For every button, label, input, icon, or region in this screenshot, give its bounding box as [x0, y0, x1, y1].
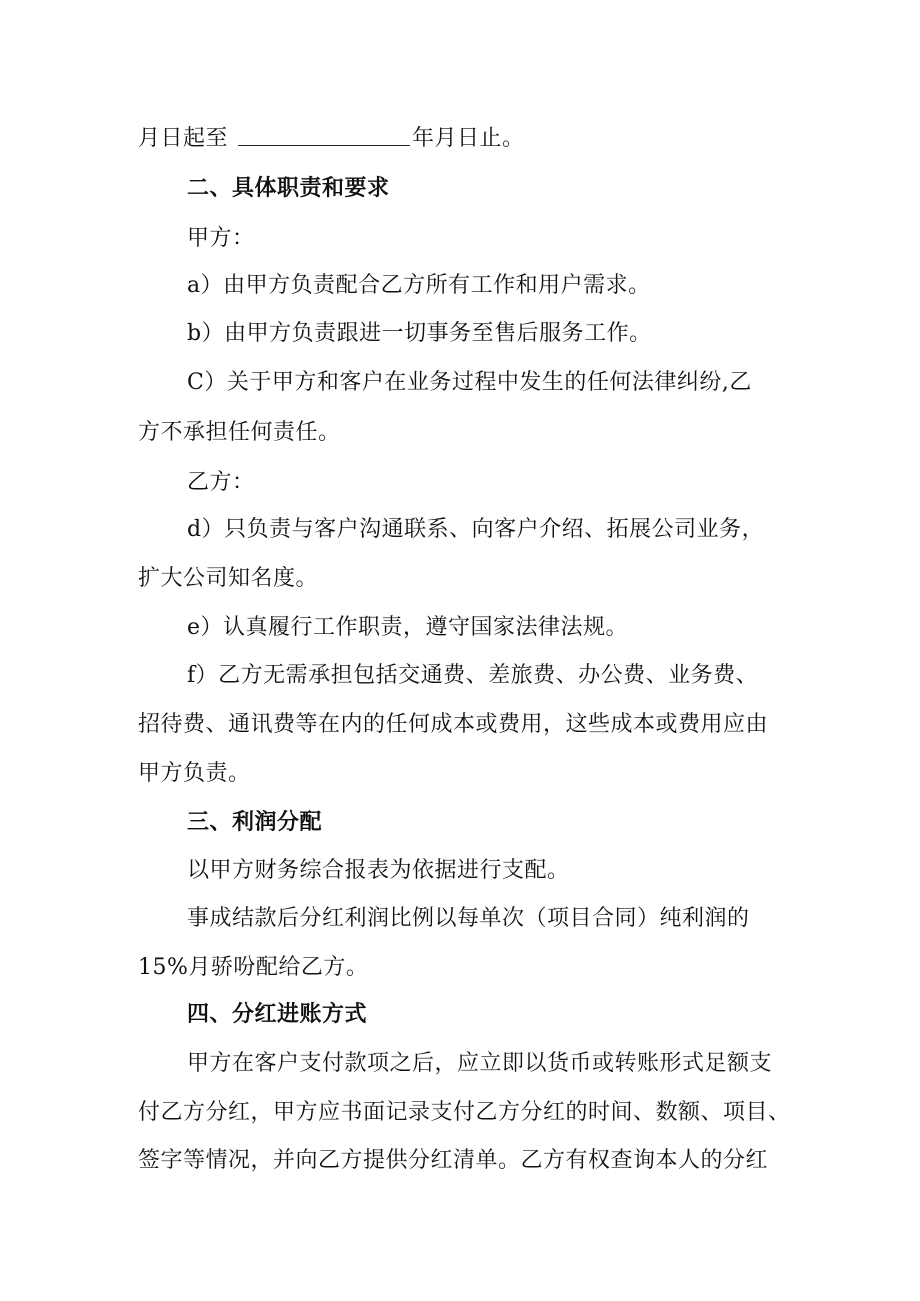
section3-para1: 以甲方财务综合报表为依据进行支配。: [187, 858, 570, 883]
period-line: [138, 124, 798, 154]
period-suffix: 年月日止。: [412, 126, 525, 151]
item-a: a）由甲方负责配合乙方所有工作和用户需求。: [187, 273, 651, 298]
section4-para-line2: 付乙方分红，甲方应书面记录支付乙方分红的时间、数额、项目、: [138, 1100, 791, 1125]
period-prefix: 月日起至: [138, 126, 229, 151]
section4-para-line3: 签字等情况，并向乙方提供分红清单。乙方有权查询本人的分红: [138, 1148, 769, 1173]
item-d-line1: d）只负责与客户沟通联系、向客户介绍、拓展公司业务，: [187, 517, 765, 542]
section2-heading: 二、具体职责和要求: [187, 176, 390, 201]
item-b: b）由甲方负责跟进一切事务至售后服务工作。: [187, 321, 652, 346]
item-c-line2: 方不承担任何责任。: [138, 420, 341, 445]
party-a-label: 甲方：: [187, 226, 255, 251]
item-f-line1: f）乙方无需承担包括交通费、差旅费、办公费、业务费、: [187, 663, 759, 688]
item-e: e）认真履行工作职责，遵守国家法律法规。: [187, 615, 629, 640]
section3-heading: 三、利润分配: [187, 810, 323, 835]
section3-para2-line2: 15%月骄吩配给乙方。: [138, 955, 369, 980]
section4-heading: 四、分红进账方式: [187, 1002, 368, 1027]
section4-para-line1: 甲方在客户支付款项之后，应立即以货币或转账形式足额支: [187, 1051, 773, 1076]
party-b-label: 乙方：: [187, 470, 255, 495]
date-blank: [238, 125, 410, 146]
item-f-line3: 甲方负责。: [138, 761, 251, 786]
item-f-line2: 招待费、通讯费等在内的任何成本或费用，这些成本或费用应由: [138, 712, 769, 737]
item-c-line1: C）关于甲方和客户在业务过程中发生的任何法律纠纷,乙: [187, 370, 752, 395]
item-d-line2: 扩大公司知名度。: [138, 566, 319, 591]
section3-para2-line1: 事成结款后分红利润比例以每单次（项目合同）纯利润的: [187, 906, 750, 931]
